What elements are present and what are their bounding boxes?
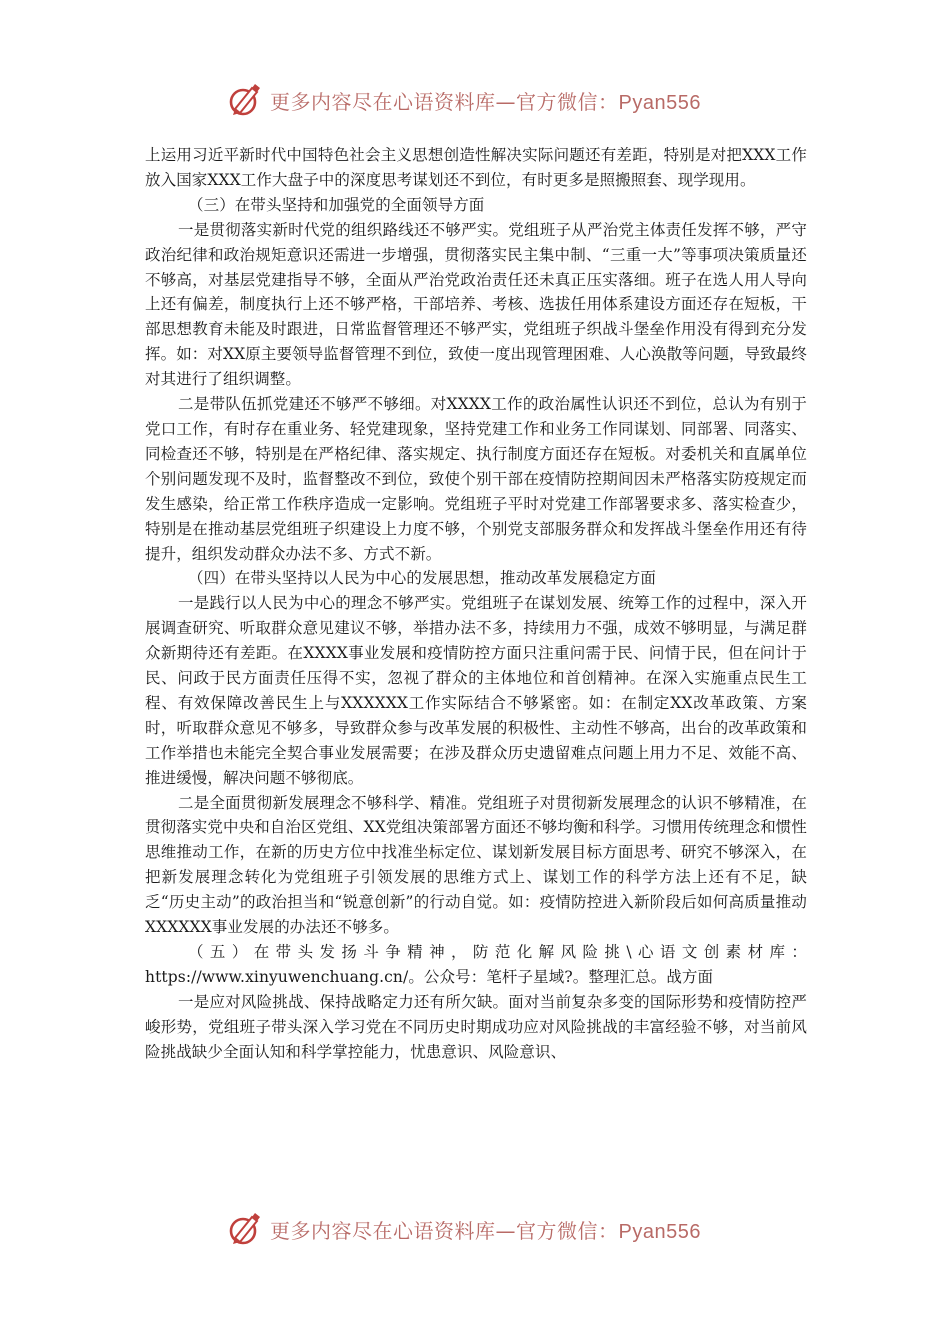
header-watermark [226,80,746,120]
paragraph: 二是带队伍抓党建还不够严不够细。对XXXX工作的政治属性认识还不到位，总认为有别于党口工作，有时存在重业务、轻党建现象，坚持党建工作和业务工作同谋划、同部署、同落实、同检查还不够，特别是在严格纪律、落实规定、执行制度方面还存在短板。对委机关和直属单位个别问题发现不及时，监督整改不到位，致使个别干部在疫情防控期间因未严格落实防疫规定而发生感染，给正常工作秩序造成一定影响。党组班子平时对党建工作部署要求多、落实检查少，特别是在推动基层党组班子织建设上力度不够，个别党支部服务群众和发挥战斗堡垒作用还有待提升，组织发动群众办法不多、方式不新。 [145,395,807,563]
watermark-text-cn: 更多内容尽在心语资料库—官方微信： [270,1218,619,1243]
paragraph: 一是践行以人民为中心的理念不够严实。党组班子在谋划发展、统筹工作的过程中，深入开展调查研究、听取群众意见建议不够，举措办法不多，持续用力不强，成效不够明显，与满足群众新期待还有差距。在XXXX事业发展和疫情防控方面只注重问需于民、问情于民，但在问计于民、问政于民方面责任压得不实，忽视了群众的主体地位和首创精神。在深入实施重点民生工程、有效保障改善民生上与XXXXXX工作实际结合不够紧密。如：在制定XX改革政策、方案时，听取群众意见不够多，导致群众参与改革发展的积极性、主动性不够高，出台的改革政策和工作举措也未能完全契合事业发展需要；在涉及群众历史遗留难点问题上用力不足、效能不高、推进缓慢，解决问题不够彻底。 [145,594,807,787]
section-heading-3: （三）在带头坚持和加强党的全面领导方面 [188,195,485,214]
paragraph: 一是应对风险挑战、保持战略定力还有所欠缺。面对当前复杂多变的国际形势和疫情防控严峻形势，党组班子带头深入学习党在不同历史时期成功应对风险挑战的丰富经验不够，对当前风险挑战缺少全面认知和科学掌控能力，忧患意识、风险意识、 [145,992,807,1061]
footer-watermark [226,1209,746,1249]
paragraph: 二是全面贯彻新发展理念不够科学、精准。党组班子对贯彻新发展理念的认识不够精准，在贯彻落实党中央和自治区党组、XX党组决策部署方面还不够均衡和科学。习惯用传统理念和惯性思维推动工作，在新的历史方位中找准坐标定位、谋划新发展目标方面思考、研究不够深入，在把新发展理念转化为党组班子引领发展的思维方式上、谋划工作的科学方法上还有不足，缺乏“历史主动”的政治担当和“锐意创新”的行动自觉。如：疫情防控进入新阶段后如何高质量推动XXXXXX事业发展的办法还不够多。 [145,793,807,937]
section-heading-4: （四）在带头坚持以人民为中心的发展思想，推动改革发展稳定方面 [188,569,657,588]
watermark-text [270,1215,701,1244]
section-heading-5: （五）在带头发扬斗争精神，防范化解风险挑\心语文创素材库：https://www.xinyuwenchuang.cn/。公众号：笔杆子星域?。整理汇总。战方面 [145,943,807,986]
watermark-wechat-id: Pyan556 [618,91,701,114]
pen-logo-icon [226,1209,266,1249]
watermark-text-cn: 更多内容尽在心语资料库—官方微信： [270,89,619,114]
paragraph-continued: 上运用习近平新时代中国特色社会主义思想创造性解决实际问题还有差距，特别是对把XXX工作放入国家XXX工作大盘子中的深度思考谋划还不到位，有时更多是照搬照套、现学现用。 [145,146,807,189]
watermark-wechat-id: Pyan556 [618,1220,701,1243]
document-body [145,143,807,1065]
watermark-text [270,86,701,115]
paragraph: 一是贯彻落实新时代党的组织路线还不够严实。党组班子从严治党主体责任发挥不够，严守政治纪律和政治规矩意识还需进一步增强，贯彻落实民主集中制、“三重一大”等事项决策质量还不够高，对基层党建指导不够，全面从严治党政治责任还未真正压实落细。班子在选人用人导向上还有偏差，制度执行上还不够严格，干部培养、考核、选拔任用体系建设方面还存在短板，干部思想教育未能及时跟进，日常监督管理还不够严实，党组班子织战斗堡垒作用没有得到充分发挥。如：对XX原主要领导监督管理不到位，致使一度出现管理困难、人心涣散等问题，导致最终对其进行了组织调整。 [145,220,807,389]
pen-logo-icon [226,80,266,120]
